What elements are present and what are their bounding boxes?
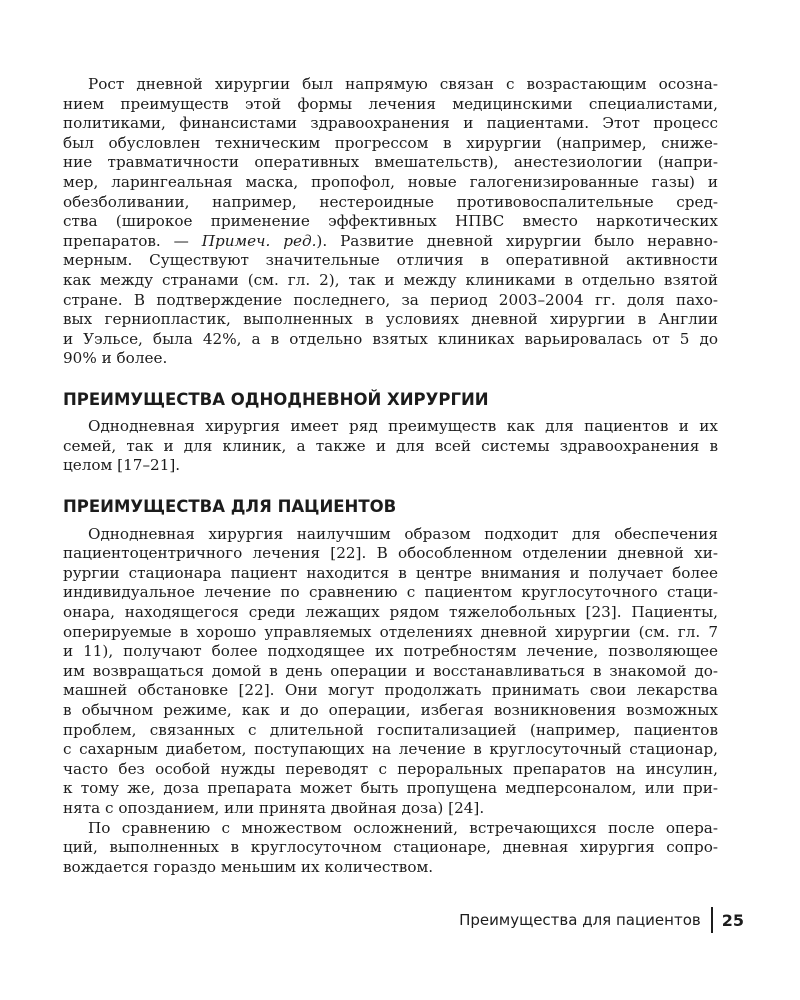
text-line: к тому же, доза препарата может быть пропущена медперсоналом, или при- (63, 779, 718, 798)
text-line: пациентоцентричного лечения [22]. В обособленном отделении дневной хи- (63, 544, 718, 563)
text-line: 90% и более. (63, 349, 168, 368)
section1-paragraph (63, 417, 718, 476)
section2-paragraph (63, 525, 718, 878)
text-line: Однодневная хирургия наилучшим образом подходит для обеспечения (88, 524, 718, 543)
text-line: и Уэльсе, была 42%, а в отдельно взятых клиниках варьировалась от 5 до (63, 329, 718, 348)
text-line: Рост дневной хирургии был напрямую связан с возрастающим осозна- (88, 75, 718, 93)
text-line: препаратов. — Примеч. ред.). Развитие дневной хирургии было неравно- (63, 231, 718, 250)
text-line: нята с опозданием, или принята двойная доза) [24]. (63, 799, 485, 817)
intro-paragraph (63, 75, 718, 369)
text-line: мер, ларингеальная маска, пропофол, новые галогенизированные газы) и (63, 172, 718, 191)
text-line: проблем, связанных с длительной госпитализацией (например, пациентов (63, 720, 718, 739)
text-line: По сравнению с множеством осложнений, встречающихся после опера- (88, 818, 718, 837)
page-number: 25 (721, 910, 744, 930)
text-segment: ). Развитие дневной хирургии было неравно- (316, 231, 718, 250)
text-line: политиками, финансистами здравоохранения и пациентами. Этот процесс (63, 114, 718, 133)
text-line: индивидуальное лечение по сравнению с пациентом круглосуточного стаци- (63, 583, 718, 602)
text-line: рургии стационара пациент находится в центре внимания и получает более (63, 563, 718, 582)
text-line: оперируемые в хорошо управляемых отделениях дневной хирургии (см. гл. 7 (63, 622, 718, 641)
text-line: ций, выполненных в круглосуточном стационаре, дневная хирургия сопро- (63, 838, 718, 857)
text-line: в обычном режиме, как и до операции, избегая возникновения возможных (63, 701, 718, 720)
text-line: был обусловлен техническим прогрессом в хирургии (например, сниже- (63, 133, 718, 152)
text-line: нием преимуществ этой формы лечения медицинскими специалистами, (63, 94, 718, 113)
text-line: ства (широкое применение эффективных НПВС вместо наркотических (63, 212, 718, 231)
text-line: как между странами (см. гл. 2), так и между клиниками в отдельно взятой (63, 270, 718, 289)
text-line: семей, так и для клиник, а также и для всей системы здравоохранения в (63, 436, 718, 455)
footer-divider (711, 907, 713, 933)
text-segment: препаратов. (63, 231, 161, 250)
text-line: целом [17–21]. (63, 456, 181, 475)
text-line: онара, находящегося среди лежащих рядом тяжелобольных [23]. Пациенты, (63, 603, 718, 622)
text-line: машней обстановке [22]. Они могут продолжать принимать свои лекарства (63, 681, 718, 700)
section-heading: ПРЕИМУЩЕСТВА ДЛЯ ПАЦИЕНТОВ (63, 496, 397, 516)
text-line: мерным. Существуют значительные отличия в оперативной активности (63, 251, 718, 270)
section-heading: ПРЕИМУЩЕСТВА ОДНОДНЕВНОЙ ХИРУРГИИ (63, 389, 489, 409)
running-title: Преимущества для пациентов (459, 911, 701, 929)
text-line: с сахарным диабетом, поступающих на лечение в круглосуточный стационар, (63, 740, 718, 759)
page-content (63, 75, 718, 877)
text-line: часто без особой нужды переводят с пероральных препаратов на инсулин, (63, 759, 718, 778)
text-line: ние травматичности оперативных вмешательств), анестезиологии (напри- (63, 153, 718, 172)
text-line: им возвращаться домой в день операции и восстанавливаться в знакомой до- (63, 661, 718, 680)
text-line: вых герниопластик, выполненных в условиях дневной хирургии в Англии (63, 310, 718, 329)
text-line: Однодневная хирургия имеет ряд преимуществ как для пациентов и их (88, 416, 718, 435)
text-line: обезболивании, например, нестероидные противовоспалительные сред- (63, 192, 718, 211)
text-line: вождается гораздо меньшим их количеством. (63, 857, 434, 876)
editor-note: Примеч. ред. (201, 231, 317, 250)
page-footer (459, 907, 744, 933)
text-line: стране. В подтверждение последнего, за период 2003–2004 гг. доля пахо- (63, 290, 718, 309)
text-line: и 11), получают более подходящее их потребностям лечение, позволяющее (63, 642, 718, 661)
